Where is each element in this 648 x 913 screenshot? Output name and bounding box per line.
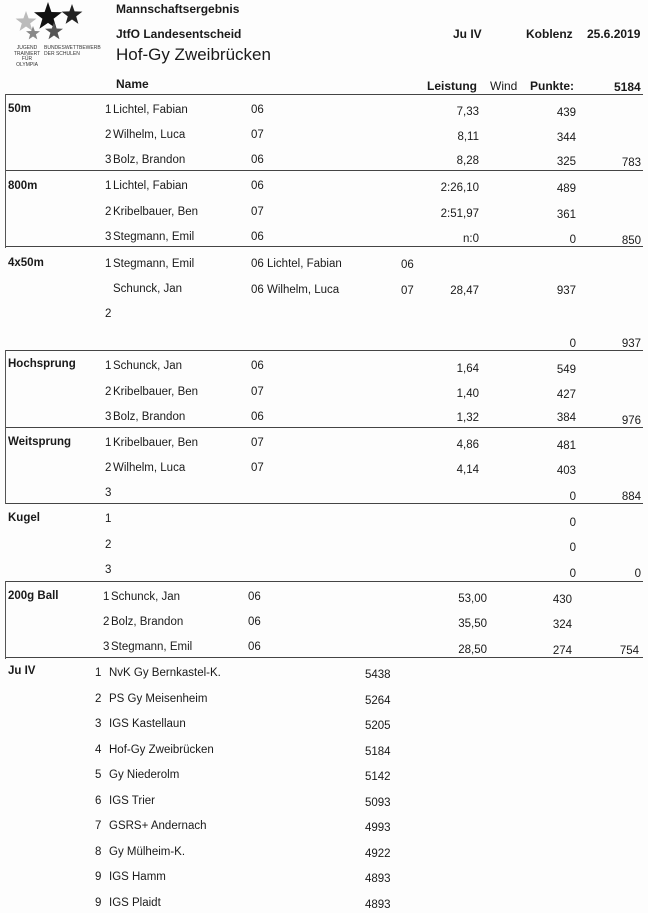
rank-number: 9	[95, 897, 102, 909]
athlete-name: Lichtel, Fabian	[113, 104, 188, 116]
points: 324	[552, 619, 572, 631]
ranking-score: 5438	[365, 669, 391, 681]
birth-year: 06	[248, 591, 261, 603]
athlete-name: Schunck, Jan	[113, 360, 183, 372]
athlete-name: Wilhelm, Luca	[113, 462, 186, 474]
event-label: 50m	[8, 103, 32, 115]
result: 4,14	[456, 464, 479, 476]
ranking-score: 4893	[365, 899, 391, 911]
row-nr: 1	[105, 104, 112, 116]
ranking-score: 4922	[365, 848, 391, 860]
event-label: 200g Ball	[8, 590, 59, 602]
birth-year: 06	[251, 360, 264, 372]
rank-number: 3	[95, 718, 102, 730]
ranking-team: GSRS+ Andernach	[109, 820, 207, 832]
rank-number: 5	[95, 769, 102, 781]
event-label: Kugel	[8, 512, 40, 524]
result: 28,47	[450, 285, 479, 297]
points: 481	[556, 440, 576, 452]
event-label: Hochsprung	[8, 358, 76, 370]
birth-year: 06	[251, 231, 264, 243]
athlete-name: Stegmann, Emil	[111, 641, 193, 653]
rank-number: 1	[95, 667, 102, 679]
points: 0	[569, 542, 576, 554]
result: 7,33	[456, 106, 479, 118]
athlete-name: Kribelbauer, Ben	[113, 386, 199, 398]
ranking-score: 5205	[365, 720, 391, 732]
birth-year: 07	[401, 285, 414, 297]
result: 28,50	[458, 644, 487, 656]
row-nr: 3	[105, 487, 112, 499]
row-nr: 1	[105, 180, 112, 192]
event-total: 976	[621, 415, 641, 427]
event-label: 4x50m	[8, 257, 44, 269]
points: 549	[556, 364, 576, 376]
result: 1,64	[456, 363, 479, 375]
ranking-label: Ju IV	[8, 665, 36, 677]
section-divider	[5, 503, 643, 504]
ranking-team: Hof-Gy Zweibrücken	[109, 744, 214, 756]
athlete-name: Stegmann, Emil	[113, 231, 195, 243]
logo-text-bundeswettbewerb: BUNDESWETTBEWERB	[44, 45, 101, 51]
birth-year: 06	[401, 259, 414, 271]
ranking-score: 4993	[365, 822, 391, 834]
rank-number: 2	[95, 693, 102, 705]
ranking-team: NvK Gy Bernkastel-K.	[109, 667, 221, 679]
points: 0	[569, 234, 576, 246]
points: 361	[556, 209, 576, 221]
rank-number: 6	[95, 795, 102, 807]
row-nr: 3	[105, 231, 112, 243]
event-total: 783	[621, 157, 641, 169]
ranking-team: IGS Trier	[109, 795, 156, 807]
athlete-name: 06 Lichtel, Fabian	[251, 258, 342, 270]
ranking-score: 5184	[365, 746, 391, 758]
ranking-team: PS Gy Meisenheim	[109, 693, 208, 705]
athlete-name: 06 Wilhelm, Luca	[251, 284, 340, 296]
points: 325	[556, 156, 576, 168]
logo	[8, 2, 101, 72]
points: 403	[556, 465, 576, 477]
team-name: Hof-Gy Zweibrücken	[116, 45, 271, 64]
row-nr: 2	[105, 386, 112, 398]
points: 0	[569, 568, 576, 580]
birth-year: 07	[251, 462, 264, 474]
birth-year: 06	[248, 616, 261, 628]
athlete-name: Schunck, Jan	[113, 283, 183, 295]
row-nr: 2	[105, 308, 112, 320]
points: 0	[569, 517, 576, 529]
event-total: 937	[621, 338, 641, 350]
row-nr: 1	[103, 591, 110, 603]
rank-number: 7	[95, 820, 102, 832]
result: 1,32	[456, 412, 479, 424]
athlete-name: Stegmann, Emil	[113, 258, 195, 270]
result: 8,28	[456, 155, 479, 167]
result: 1,40	[456, 388, 479, 400]
left-border	[5, 94, 6, 248]
ranking-team: IGS Plaidt	[109, 897, 161, 909]
logo-text-olympia: OLYMPIA	[16, 61, 38, 68]
birth-year: 06	[248, 641, 261, 653]
col-wind: Wind	[490, 79, 518, 93]
points: 344	[556, 132, 576, 144]
birth-year: 07	[251, 437, 264, 449]
athlete-name: Schunck, Jan	[111, 591, 181, 603]
left-border	[5, 350, 6, 504]
ranking-team: Gy Niederolm	[109, 769, 180, 781]
birth-year: 06	[251, 154, 264, 166]
ranking-team: IGS Hamm	[109, 871, 166, 883]
result: 53,00	[458, 593, 487, 605]
rank-number: 8	[95, 846, 102, 858]
competition: JtfO Landesentscheid	[116, 27, 242, 41]
ranking-score: 5264	[365, 695, 391, 707]
points: 0	[569, 491, 576, 503]
points: 430	[552, 594, 572, 606]
section-divider	[5, 246, 643, 247]
result: 2:51,97	[440, 208, 479, 220]
athlete-name: Bolz, Brandon	[113, 154, 186, 166]
col-punkte: Punkte:	[530, 79, 575, 93]
result: 2:26,10	[440, 182, 479, 194]
event-total: 754	[619, 645, 639, 657]
birth-year: 07	[251, 386, 264, 398]
birth-year: 07	[251, 206, 264, 218]
result: n:0	[463, 233, 479, 245]
ranking-score: 5142	[365, 771, 391, 783]
logo-text-der-schulen: DER SCHULEN	[44, 50, 80, 57]
athlete-name: Bolz, Brandon	[113, 411, 186, 423]
logo-text-fuer: FÜR	[21, 56, 33, 62]
row-nr: 2	[105, 539, 112, 551]
date: 25.6.2019	[587, 27, 641, 41]
logo-text-trainiert: TRAINIERT	[13, 50, 41, 57]
points: 274	[552, 645, 572, 657]
row-nr: 2	[105, 206, 112, 218]
team-total: 5184	[614, 80, 641, 94]
result: 4,86	[456, 439, 479, 451]
row-nr: 3	[105, 564, 112, 576]
points: 384	[556, 412, 576, 424]
col-leistung: Leistung	[427, 79, 477, 93]
rank-number: 4	[95, 744, 102, 756]
row-nr: 1	[105, 513, 112, 525]
row-nr: 3	[105, 411, 112, 423]
ranking-team: Gy Mülheim-K.	[109, 846, 186, 858]
points: 489	[556, 183, 576, 195]
row-nr: 1	[105, 258, 112, 270]
rank-number: 9	[95, 871, 102, 883]
event-label: 800m	[8, 180, 38, 192]
points: 427	[556, 389, 576, 401]
result: 35,50	[458, 618, 487, 630]
row-nr: 3	[103, 641, 110, 653]
ranking-score: 5093	[365, 797, 391, 809]
event-total: 0	[634, 568, 641, 580]
ranking-team: IGS Kastellaun	[109, 718, 186, 730]
row-nr: 1	[105, 437, 112, 449]
doc-type: Mannschaftsergebnis	[116, 2, 240, 16]
result: 8,11	[457, 131, 479, 143]
event-label: Weitsprung	[8, 436, 72, 448]
athlete-name: Bolz, Brandon	[111, 616, 184, 628]
col-name: Name	[116, 77, 149, 91]
stars-logo-icon	[8, 2, 98, 44]
athlete-name: Lichtel, Fabian	[113, 180, 188, 192]
points: 439	[556, 107, 576, 119]
location: Koblenz	[526, 27, 573, 41]
section-divider	[5, 581, 643, 582]
class-label: Ju IV	[453, 27, 482, 41]
left-border	[5, 581, 6, 659]
event-total: 884	[621, 491, 641, 503]
athlete-name: Kribelbauer, Ben	[113, 437, 199, 449]
birth-year: 06	[251, 180, 264, 192]
row-nr: 2	[103, 616, 110, 628]
section-divider	[5, 657, 643, 658]
points: 937	[556, 285, 576, 297]
birth-year: 06	[251, 411, 264, 423]
ranking-score: 4893	[365, 873, 391, 885]
row-nr: 1	[105, 360, 112, 372]
section-divider	[5, 427, 643, 428]
section-divider	[5, 94, 643, 95]
row-nr: 2	[105, 129, 112, 141]
athlete-name: Kribelbauer, Ben	[113, 206, 199, 218]
logo-text-jugend: JUGEND	[16, 45, 38, 51]
section-divider	[5, 350, 643, 351]
athlete-name: Wilhelm, Luca	[113, 129, 186, 141]
birth-year: 07	[251, 129, 264, 141]
row-nr: 3	[105, 154, 112, 166]
event-total: 850	[621, 235, 641, 247]
birth-year: 06	[251, 104, 264, 116]
section-divider	[5, 170, 643, 171]
points: 0	[569, 338, 576, 350]
row-nr: 2	[105, 462, 112, 474]
